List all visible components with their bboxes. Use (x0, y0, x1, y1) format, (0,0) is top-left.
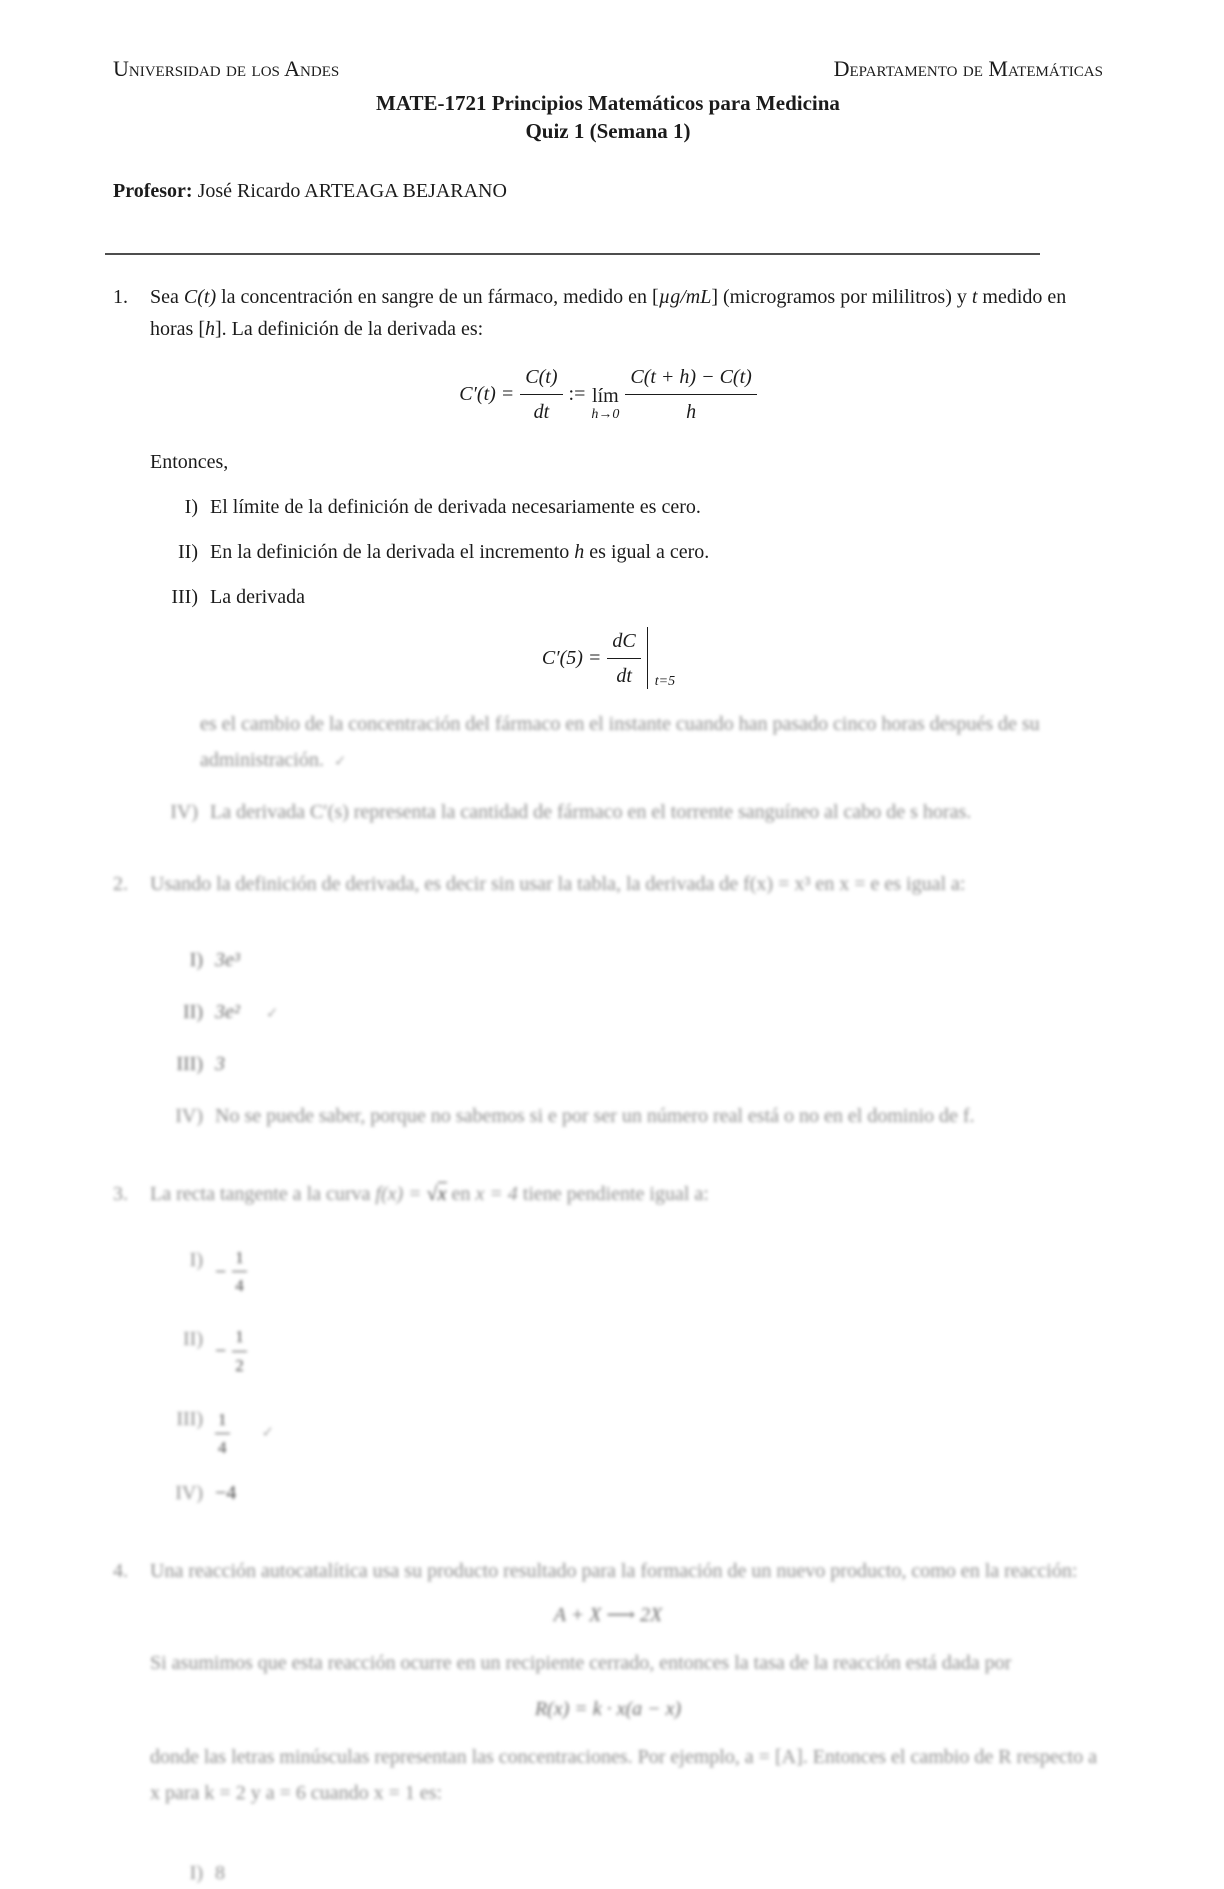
q1-text-part: medido en horas [ (150, 285, 1067, 340)
question-2 (113, 868, 1103, 900)
question-2-text: Usando la definición de derivada, es decir sin usar la tabla, la derivada de f(x) = x³ en x = e es igual a: (150, 872, 966, 895)
professor-line (113, 175, 1103, 207)
correct-checkmark: ✓ (333, 753, 347, 770)
question-4 (113, 1555, 1103, 1587)
fraction-Ct-dt: $\frac{C(t)}{dt}$ (520, 361, 562, 428)
q1-item-IV-text: La derivada C′(s) representa la cantidad de fármaco en el torrente sanguíneo al cabo de s horas. (210, 800, 972, 823)
q2-option-I-value: 3e³ (215, 948, 240, 971)
derivative-definition-formula (113, 361, 1103, 428)
question-4-number: 4. (113, 1560, 128, 1583)
q1-item-III-text: La derivada (210, 585, 305, 608)
document-header (113, 56, 1103, 82)
limit-operator: lím h→0 (591, 384, 620, 422)
department-name: Departamento de Matemáticas (833, 56, 1103, 81)
q4-option-I-label: I) (189, 1862, 203, 1885)
q3-option-III (163, 1403, 1103, 1461)
q3-option-III-value: $\frac{1}{4}$ ✓ (215, 1403, 1103, 1461)
formula-lhs: C′(t) = (459, 383, 515, 406)
fraction-dC-dt: $\frac{dC}{dt}$ (607, 625, 640, 692)
q4-option-I-value: 8 (215, 1862, 225, 1885)
evaluation-subscript: t=5 (654, 674, 676, 690)
q3-option-III-label: III) (176, 1407, 203, 1430)
entonces-line: Entonces, (150, 450, 229, 473)
question-1 (113, 281, 1103, 345)
q3-option-II-value: − $\frac{1}{2}$ (215, 1323, 1103, 1378)
q1-text-part: ] (microgramos por mililitros) y (711, 285, 972, 308)
question-3 (113, 1178, 1103, 1210)
formula2-lhs: C′(5) = (541, 647, 602, 670)
sqrt-radical: √x (426, 1182, 447, 1205)
q4-paragraph-3: donde las letras minúsculas representan las concentraciones. Por ejemplo, a = [A]. Entonces el cambio de R respecto a x para k = 2 y a = 6 cuando x = 1 es: (150, 1746, 1098, 1805)
question-4-text: Una reacción autocatalítica usa su producto resultado para la formación de un nuevo producto, como en la reacción: (150, 1560, 1078, 1583)
q3-option-I (163, 1244, 1103, 1299)
q1-item-III-continuation: es el cambio de la concentración del fármaco en el instante cuando han pasado cinco horas después de su administración. ✓ (200, 712, 1040, 771)
q1-text-part: ]. La definición de la derivada es: (214, 317, 484, 340)
institution-name: Universidad de los Andes (113, 56, 340, 81)
q1-item-IV-label: IV) (170, 800, 198, 823)
q1-item-III (150, 581, 1103, 613)
professor-label: Profesor: (113, 179, 193, 202)
q2-option-III (163, 1048, 1103, 1080)
q3-option-I-label: I) (189, 1248, 203, 1271)
q1-item-I-text: El límite de la definición de derivada necesariamente es cero. (210, 495, 701, 518)
question-1-number: 1. (113, 285, 128, 308)
correct-checkmark: ✓ (265, 1005, 279, 1022)
question-1-text (150, 281, 1103, 345)
q1-math-t: t (971, 285, 978, 308)
q1-math-h: h (204, 317, 215, 340)
q1-text-part: Sea (150, 285, 184, 308)
q1-item-IV (150, 796, 1103, 828)
rate-formula: R(x) = k · x(a − x) (534, 1698, 682, 1721)
q3-option-IV (163, 1477, 1103, 1509)
q1-item-I-label: I) (184, 495, 198, 518)
q3-option-I-value: − $\frac{1}{4}$ (215, 1244, 1103, 1299)
q2-option-II-value: 3e² ✓ (215, 1000, 279, 1023)
q4-option-I (163, 1857, 1103, 1889)
q1-math-units: µg/mL (658, 285, 712, 308)
course-title: MATE-1721 Principios Matemáticos para Medicina (376, 91, 840, 116)
q2-option-IV (163, 1100, 1103, 1132)
quiz-title: Quiz 1 (Semana 1) (525, 118, 691, 143)
question-2-number: 2. (113, 872, 128, 895)
q1-item-I (150, 491, 1103, 523)
q1-math-Ct: C(t) (183, 285, 217, 308)
q1-item-II-text: En la definición de la derivada el incremento h es igual a cero. (210, 540, 710, 563)
q2-option-II-label: II) (183, 1000, 203, 1023)
evaluation-bar (647, 627, 648, 689)
q1-item-II-label: II) (178, 540, 198, 563)
difference-quotient-fraction: $\frac{C(t + h) - C(t)}{h}$ (625, 361, 756, 428)
correct-checkmark: ✓ (261, 1425, 275, 1442)
q2-option-IV-label: IV) (175, 1104, 203, 1127)
q3-option-IV-label: IV) (175, 1482, 203, 1505)
q1-text-part: la concentración en sangre de un fármaco, medido en [ (216, 285, 659, 308)
q2-option-III-label: III) (176, 1052, 203, 1075)
coloneq-symbol: := (568, 383, 586, 406)
q3-option-II (163, 1323, 1103, 1378)
professor-name: José Ricardo ARTEAGA BEJARANO (192, 179, 507, 202)
reaction-formula: A + X ⟶ 2X (553, 1604, 663, 1627)
q4-paragraph-2: Si asumimos que esta reacción ocurre en un recipiente cerrado, entonces la tasa de la reacción está dada por (150, 1652, 1012, 1675)
q2-option-III-value: 3 (215, 1052, 225, 1075)
derivative-at-5-formula (113, 625, 1103, 692)
q1-item-III-label: III) (171, 585, 198, 608)
horizontal-divider (105, 253, 1040, 255)
q3-option-II-label: II) (183, 1328, 203, 1351)
q1-item-II (150, 536, 1103, 568)
q2-option-II (163, 996, 1103, 1028)
q2-option-I (163, 944, 1103, 976)
q3-option-IV-value: −4 (215, 1482, 237, 1505)
question-3-text: La recta tangente a la curva f(x) = √x en x = 4 tiene pendiente igual a: (150, 1182, 709, 1205)
q2-option-IV-value: No se puede saber, porque no sabemos si e por ser un número real está o no en el dominio de f. (215, 1104, 975, 1127)
question-3-number: 3. (113, 1182, 128, 1205)
q2-option-I-label: I) (189, 948, 203, 971)
